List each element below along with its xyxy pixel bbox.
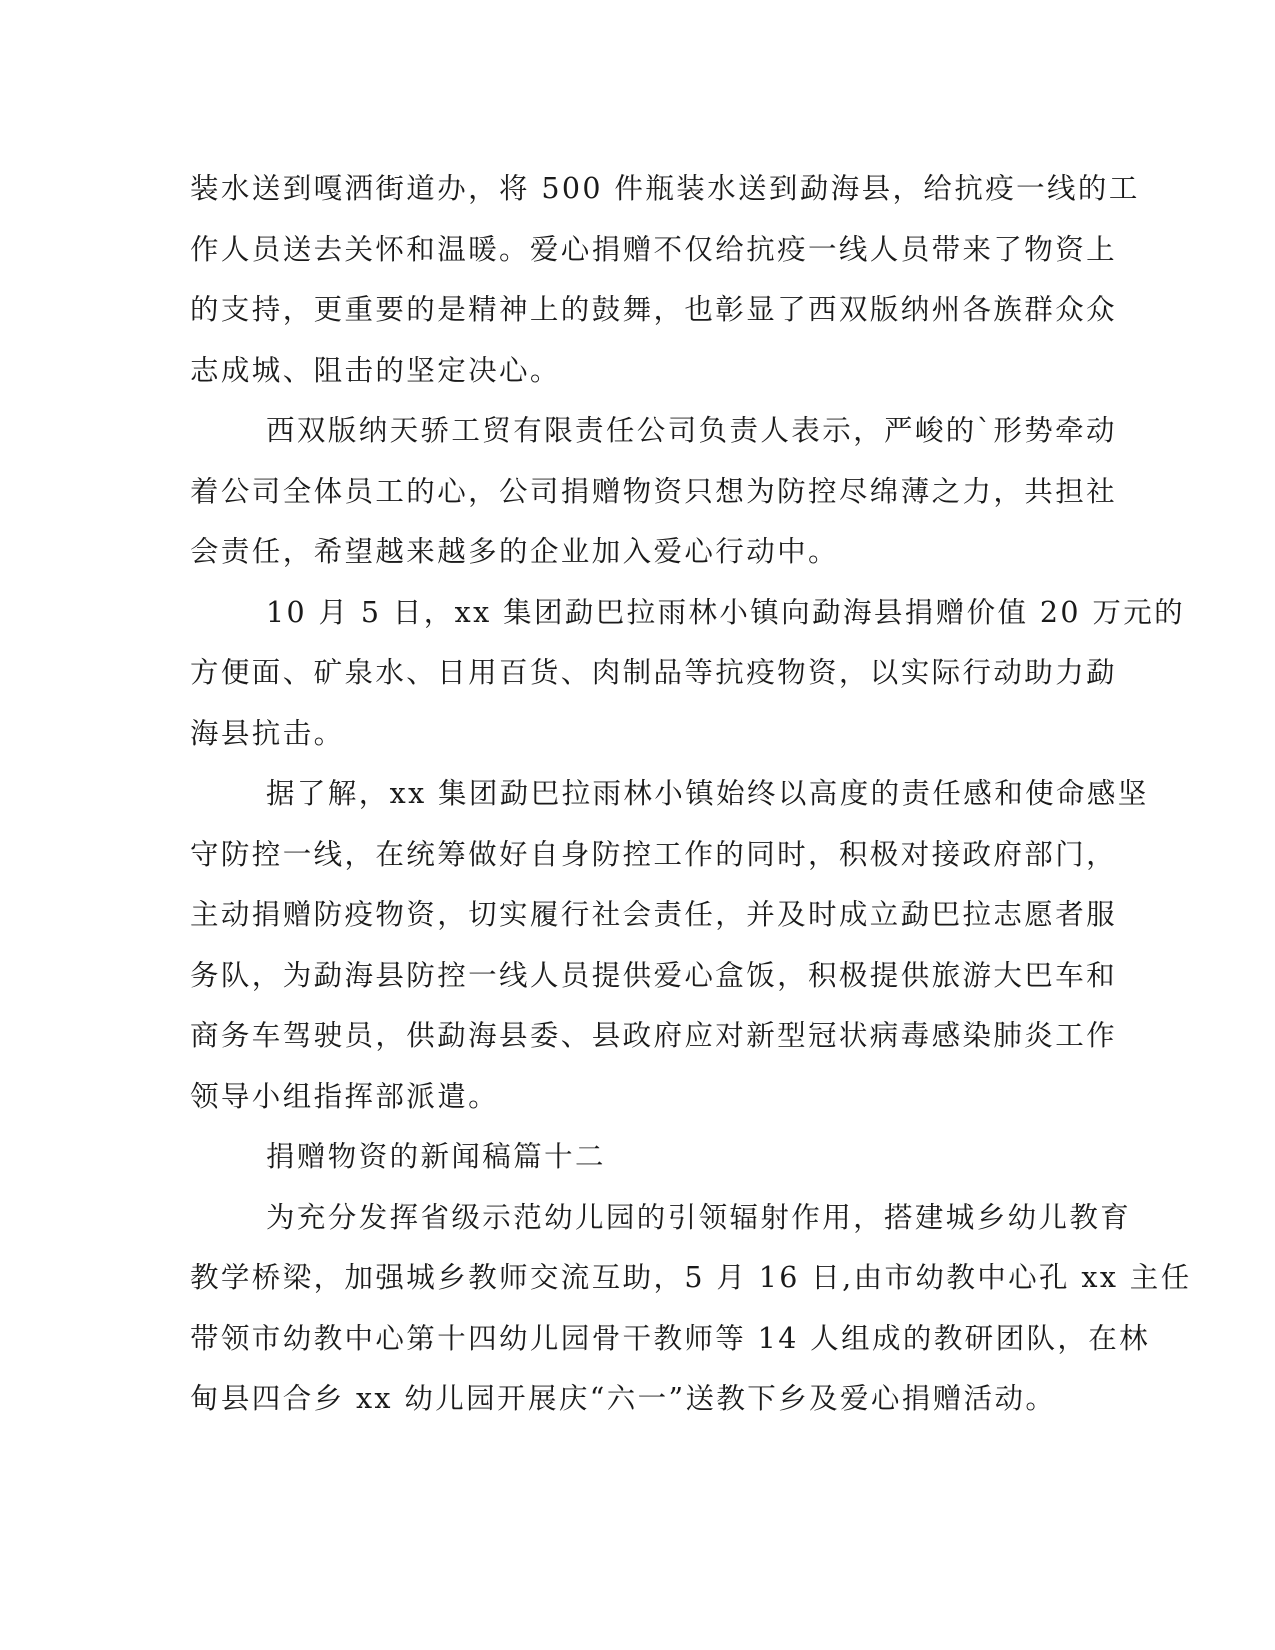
document-body	[190, 159, 1192, 1430]
paragraph-start-line: 西双版纳天骄工贸有限责任公司负责人表示，严峻的`形势牵动	[266, 414, 1117, 447]
paragraph-start-line: 为充分发挥省级示范幼儿园的引领辐射作用，搭建城乡幼儿教育	[266, 1200, 1132, 1234]
paragraph-start-line: 10 月 5 日，xx 集团勐巴拉雨林小镇向勐海县捐赠价值 20 万元的	[266, 595, 1186, 629]
text-line: 主动捐赠防疫物资，切实履行社会责任，并及时成立勐巴拉志愿者服	[190, 898, 1118, 931]
text-line: 领导小组指挥部派遣。	[190, 1079, 500, 1113]
text-line: 海县抗击。	[190, 716, 345, 750]
text-line: 装水送到嘎洒街道办，将 500 件瓶装水送到勐海县，给抗疫一线的工	[190, 172, 1140, 205]
text-line: 会责任，希望越来越多的企业加入爱心行动中。	[190, 535, 839, 568]
text-line: 带领市幼教中心第十四幼儿园骨干教师等 14 人组成的教研团队，在林	[190, 1321, 1151, 1355]
text-line: 务队，为勐海县防控一线人员提供爱心盒饭，积极提供旅游大巴车和	[190, 958, 1118, 992]
text-line: 方便面、矿泉水、日用百货、肉制品等抗疫物资，以实际行动助力勐	[190, 656, 1118, 689]
text-line: 甸县四合乡 xx 幼儿园开展庆“六一”送教下乡及爱心捐赠活动。	[190, 1382, 1057, 1415]
paragraph-start-line: 据了解，xx 集团勐巴拉雨林小镇始终以高度的责任感和使命感坚	[266, 777, 1149, 810]
text-line: 守防控一线，在统筹做好自身防控工作的同时，积极对接政府部门，	[190, 837, 1118, 871]
section-heading: 捐赠物资的新闻稿篇十二	[266, 1140, 606, 1173]
text-line: 志成城、阻击的坚定决心。	[190, 353, 561, 387]
text-line: 着公司全体员工的心，公司捐赠物资只想为防控尽绵薄之力，共担社	[190, 474, 1118, 508]
text-line: 教学桥梁，加强城乡教师交流互助，5 月 16 日,由市幼教中心孔 xx 主任	[190, 1261, 1192, 1294]
text-line: 商务车驾驶员，供勐海县委、县政府应对新型冠状病毒感染肺炎工作	[190, 1019, 1118, 1052]
text-line: 作人员送去关怀和温暖。爱心捐赠不仅给抗疫一线人员带来了物资上	[190, 232, 1118, 266]
text-line: 的支持，更重要的是精神上的鼓舞，也彰显了西双版纳州各族群众众	[190, 293, 1118, 326]
